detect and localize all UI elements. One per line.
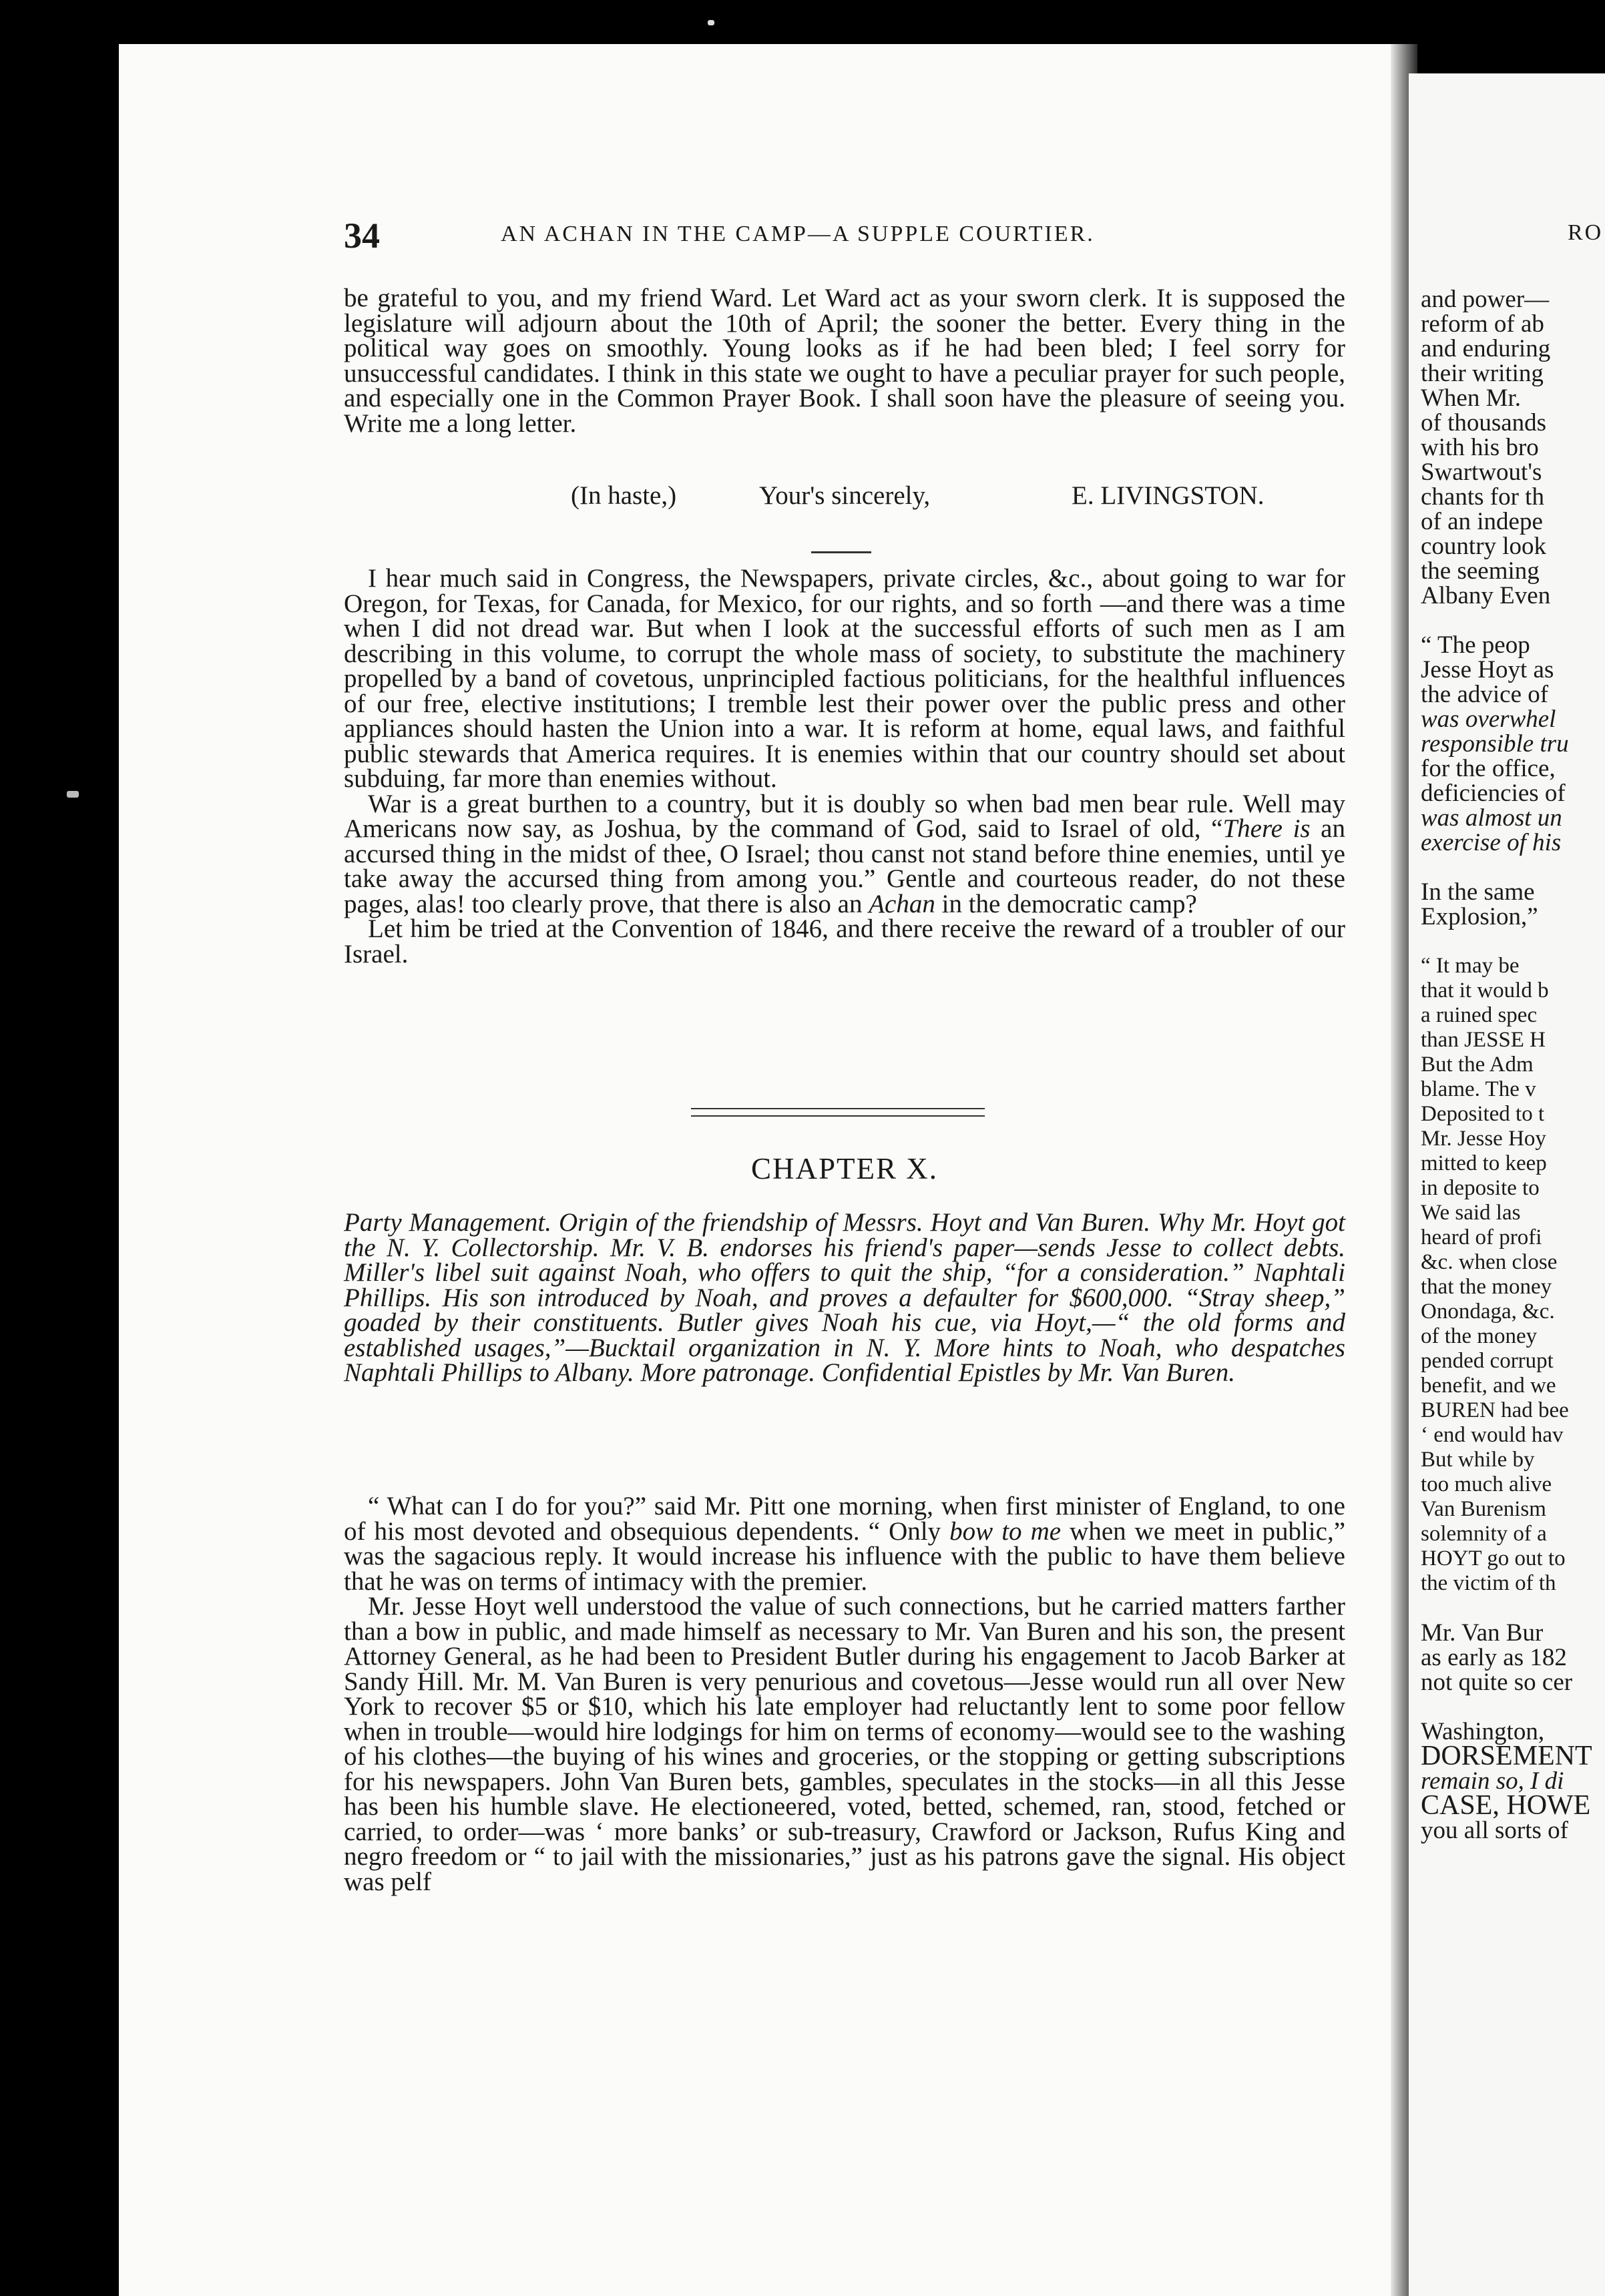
fragment-line — [1421, 1596, 1592, 1621]
fragment-line: was almost un — [1421, 804, 1562, 832]
fragment-line: as early as 182 — [1421, 1644, 1567, 1671]
fragment-line: you all sorts of — [1421, 1817, 1568, 1844]
fragment-line: mitted to keep — [1421, 1151, 1547, 1175]
scan-speck — [67, 791, 79, 798]
fragment-line: for the office, — [1421, 755, 1556, 782]
chapter-paragraph-1 — [344, 1494, 1345, 1594]
italic-run: There is — [1222, 814, 1311, 843]
scan-speck — [708, 20, 714, 25]
fragment-line: a ruined spec — [1421, 1003, 1538, 1027]
fragment-line: of an indepe — [1421, 508, 1543, 535]
fragment-line: We said las — [1421, 1201, 1521, 1225]
text-run: War is a great burthen to a country, but it is doubly so when bad men bear rule. Well may Americans now say, as Joshua, by the command of God, said to Israel of old, “ — [344, 789, 1345, 843]
fragment-line: too much alive — [1421, 1472, 1552, 1496]
fragment-line: blame. The v — [1421, 1077, 1536, 1101]
chapter-paragraph-2: Mr. Jesse Hoyt well understood the value of such connections, but he carried matters farther than a bow in public, and made himself as necessary to Mr. Van Buren and his son, the present Attorney General, as he had been to President Butler during his engagement to Jacob Barker at Sandy Hill. Mr. M. Van Buren is very penurious and covetous—Jesse would run all over New York to recover $5 or $10, which his late employer had reluctantly lent to some poor fellow when in trouble—would hire lodgings for him on terms of economy—would see to the washing of his clothes—the buying of his wines and groceries, or the stopping or getting subscriptions for his newspapers. John Van Buren bets, gambles, speculates in the stocks—in all this Jesse has been his humble slave. He electioneered, voted, betted, schemed, ran, stood, fetched or carried, to order—was ‘ more banks’ or sub-treasury, Crawford or Jackson, Rufus King and negro freedom or “ to jail with the missionaries,” just as his patrons gave the signal. His object was pelf — [344, 1592, 1345, 1896]
fragment-line: in deposite to — [1421, 1176, 1540, 1200]
chapter-divider — [691, 1108, 985, 1117]
closing-salutation: Your's sincerely, — [759, 481, 931, 510]
fragment-line: with his bro — [1421, 434, 1539, 461]
fragment-line: Washington, — [1421, 1718, 1545, 1745]
fragment-line: DORSEMENT — [1421, 1741, 1592, 1771]
italic-run: bow to me — [949, 1516, 1062, 1546]
chapter-summary — [344, 1210, 1345, 1386]
closing-note: (In haste,) — [571, 481, 677, 510]
fragment-line — [1421, 855, 1592, 880]
fragment-line: Jesse Hoyt as — [1421, 656, 1554, 683]
fragment-line: the victim of th — [1421, 1571, 1556, 1595]
fragment-line: “ It may be — [1421, 954, 1520, 978]
fragment-line — [1421, 929, 1592, 954]
fragment-line: their writing — [1421, 360, 1544, 387]
fragment-line: of the money — [1421, 1324, 1538, 1348]
body-paragraph-2 — [344, 789, 1345, 918]
fragment-line: that the money — [1421, 1275, 1552, 1299]
signature: E. LIVINGSTON. — [1072, 481, 1265, 510]
chapter-title: CHAPTER X. — [750, 1152, 939, 1185]
fragment-line: the seeming — [1421, 557, 1540, 585]
fragment-line: Onondaga, &c. — [1421, 1300, 1555, 1324]
fragment-line: that it would b — [1421, 978, 1549, 1002]
fragment-line: But the Adm — [1421, 1053, 1534, 1077]
fragment-line: HOYT go out to — [1421, 1546, 1566, 1570]
fragment-line: But while by — [1421, 1448, 1535, 1472]
page-header — [344, 215, 1345, 255]
text-run: in the democratic camp? — [935, 889, 1197, 918]
chapter-summary-text: Party Management. Origin of the friendship of Messrs. Hoyt and Van Buren. Why Mr. Hoyt got the N. Y. Collectorship. Mr. V. B. endorses his friend's paper—sends Jesse to collect debts. Miller's libel suit against Noah, who offers to quit the ship, “for a consideration.” Naphtali Phillips. His son introduced by Noah, and proves a defaulter for $600,000. “Stray sheep,” goaded by their constituents. Butler gives Noah his cue, via Hoyt,—“ the old forms and established usages,”—Bucktail organization in N. Y. More hints to Noah, who despatches Naphtali Phillips to Albany. More patronage. Confidential Epistles by Mr. Van Buren. — [344, 1208, 1345, 1387]
body-text — [344, 566, 1345, 966]
right-page-text — [1421, 287, 1592, 1843]
chapter-body — [344, 1494, 1345, 1894]
fragment-line: and enduring — [1421, 335, 1551, 362]
fragment-line: Swartwout's — [1421, 459, 1542, 486]
fragment-line: Mr. Jesse Hoy — [1421, 1127, 1546, 1151]
fragment-line: Mr. Van Bur — [1421, 1619, 1544, 1647]
fragment-line: not quite so cer — [1421, 1669, 1573, 1696]
fragment-line: of thousands — [1421, 409, 1547, 437]
fragment-line: remain so, I di — [1421, 1767, 1564, 1795]
body-paragraph-1: I hear much said in Congress, the Newspapers, private circles, &c., about going to war for Oregon, for Texas, for Canada, for Mexico, for our rights, and so forth —and there was a time when I did not dread war. But when I look at the successful efforts of such men as I am describing in this volume, to corrupt the whole mass of society, to substitute the machinery propelled by a band of covetous, unprincipled factious politicians, for the healthful influences of our free, elective institutions; I tremble lest their power over the public press and other appliances should hasten the Union into a war. It is reform at home, equal laws, and faithful public stewards that America requires. It is enemies within that our country should set about subduing, far more than enemies without. — [344, 564, 1345, 793]
page-number: 34 — [344, 216, 380, 256]
fragment-line: pended corrupt — [1421, 1349, 1554, 1373]
fragment-line: was overwhel — [1421, 705, 1556, 733]
italic-run: Achan — [869, 889, 935, 918]
fragment-line: &c. when close — [1421, 1250, 1558, 1274]
fragment-line — [1421, 1695, 1592, 1719]
fragment-line: benefit, and we — [1421, 1374, 1556, 1398]
text-run: when we meet in public,” was the sagacious reply. It would increase his influence with the public to have them believe that he was on terms of intimacy with the premier. — [344, 1516, 1345, 1596]
fragment-line: Deposited to t — [1421, 1102, 1545, 1126]
fragment-line: deficiencies of — [1421, 780, 1566, 807]
fragment-line: than JESSE H — [1421, 1028, 1546, 1052]
fragment-line: the advice of — [1421, 681, 1549, 708]
fragment-line: ‘ end would hav — [1421, 1423, 1564, 1447]
letter-text — [344, 286, 1345, 436]
fragment-line — [1421, 608, 1592, 633]
fragment-line: CASE, HOWE — [1421, 1790, 1591, 1821]
fragment-line: “ The peop — [1421, 631, 1530, 659]
fragment-line: Albany Even — [1421, 582, 1551, 609]
fragment-line: exercise of his — [1421, 829, 1562, 856]
letter-paragraph: be grateful to you, and my friend Ward. Let Ward act as your sworn clerk. It is supposed the legislature will adjourn about the 10th of April; the sooner the better. Every thing in the political way goes on smoothly. Young looks as if he had been bled; I feel sorry for unsuccessful candidates. I think in this state we ought to have a peculiar prayer for such people, and especially one in the Common Prayer Book. I shall soon have the pleasure of seeing you. Write me a long letter. — [344, 284, 1345, 438]
fragment-line: Van Burenism — [1421, 1497, 1546, 1521]
fragment-line: chants for th — [1421, 483, 1544, 511]
text-run: “ What can I do for you?” said Mr. Pitt one morning, when first minister of England, to one of his most devoted and obsequious dependents. “ Only — [344, 1492, 1345, 1546]
fragment-line: country look — [1421, 533, 1547, 560]
fragment-line: When Mr. — [1421, 384, 1522, 412]
fragment-line: and power— — [1421, 286, 1550, 313]
body-paragraph-3: Let him be tried at the Convention of 1846, and there receive the reward of a troubler of our Israel. — [344, 914, 1345, 968]
fragment-line: heard of profi — [1421, 1225, 1542, 1249]
text-run: an accursed thing in the midst of thee, O Israel; thou canst not stand before thine enemies, until ye take away the accursed thing from among you.” Gentle and courteous reader, do not these pages, alas! too clearly prove, that there is also an — [344, 814, 1345, 918]
fragment-line: responsible tru — [1421, 730, 1569, 758]
fragment-line: BUREN had bee — [1421, 1398, 1569, 1422]
running-head: AN ACHAN IN THE CAMP—A SUPPLE COURTIER. — [501, 222, 1095, 246]
fragment-line: In the same — [1421, 878, 1535, 906]
fragment-line: reform of ab — [1421, 310, 1544, 338]
fragment-line: Explosion,” — [1421, 903, 1538, 930]
next-page-running-head: RO — [1568, 220, 1604, 245]
fragment-line: solemnity of a — [1421, 1522, 1547, 1546]
section-rule — [811, 551, 871, 553]
